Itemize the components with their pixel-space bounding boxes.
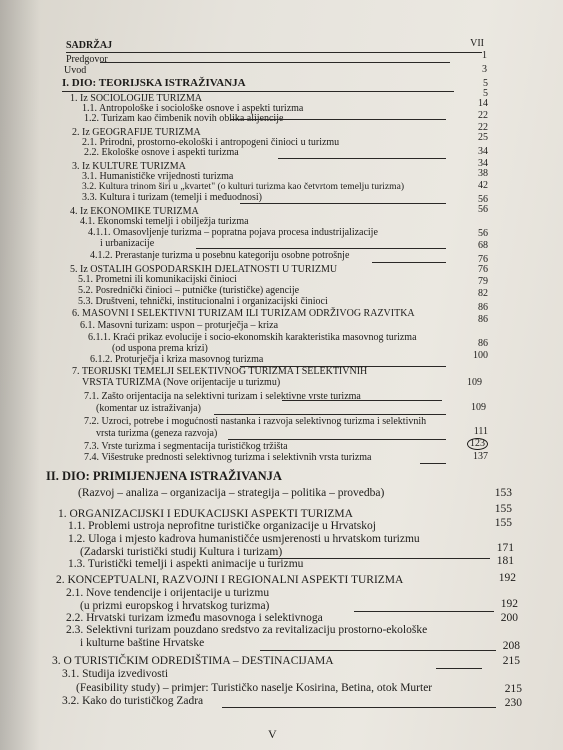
toc-entry-page-circled <box>448 438 488 450</box>
part2-page: 153 <box>494 487 512 499</box>
toc-entry: 1. Iz SOCIOLOGIJE TURIZMA <box>70 93 203 104</box>
leader-rule <box>230 119 446 120</box>
toc-entry: 4.1. Ekonomski temelji i obilježja turizma <box>80 216 249 227</box>
toc-entry: 3. O TURISTIČKIM ODREDIŠTIMA – DESTINACIJAMA <box>52 655 334 667</box>
toc-entry: 3. Iz KULTURE TURIZMA <box>72 161 186 172</box>
toc-entry: (komentar uz istraživanja) <box>96 403 201 414</box>
toc-entry-page: 137 <box>473 451 488 462</box>
toc-entry: VRSTA TURIZMA (Nove orijentacije u turizmu) <box>82 377 281 388</box>
toc-entry-page: 22 <box>478 122 488 133</box>
toc-entry-page: 82 <box>478 288 488 299</box>
toc-entry-page: 208 <box>502 640 520 652</box>
toc-entry-page: 56 <box>478 194 488 205</box>
toc-entry-page: 109 <box>467 377 482 388</box>
toc-entry: 1.2. Turizam kao čimbenik novih oblika alijencije <box>84 113 284 124</box>
toc-entry-page: 56 <box>478 204 488 215</box>
toc-entry-page: 68 <box>478 240 488 251</box>
toc-entry: 2.2. Ekološke osnove i aspekti turizma <box>84 147 239 158</box>
toc-entry-page: 56 <box>478 228 488 239</box>
toc-entry-page: 34 <box>478 158 488 169</box>
toc-predgovor: Predgovor <box>66 54 108 65</box>
contents-title: SADRŽAJ <box>66 40 113 51</box>
toc-entry-page: 86 <box>478 314 488 325</box>
toc-entry: (u prizmi europskog i hrvatskog turizma) <box>80 600 270 612</box>
circled-page-number: 123 <box>467 438 488 450</box>
toc-entry: 2. KONCEPTUALNI, RAZVOJNI I REGIONALNI ASPEKTI TURIZMA <box>56 574 404 586</box>
toc-entry: 7. TEORIJSKI TEMELJI SELEKTIVNOG TURIZMA I SELEKTIVNIH <box>72 366 368 377</box>
toc-entry-page: 22 <box>478 110 488 121</box>
toc-entry: 5.1. Prometni ili komunikacijski činioci <box>78 274 237 285</box>
toc-entry-page: 155 <box>494 517 512 529</box>
toc-entry-page: 111 <box>473 426 488 437</box>
toc-entry-page: 34 <box>478 146 488 157</box>
toc-entry-page: 76 <box>478 254 488 265</box>
toc-entry: 1.3. Turistički temelji i aspekti animacije u turizmu <box>68 558 304 570</box>
toc-entry-page: 42 <box>478 180 488 191</box>
toc-entry-page: 25 <box>478 132 488 143</box>
toc-entry-page: 171 <box>496 542 514 554</box>
toc-entry: 5. Iz OSTALIH GOSPODARSKIH DJELATNOSTI U TURIZMU <box>70 264 338 275</box>
toc-uvod-page: 3 <box>482 64 487 75</box>
toc-entry: 2.1. Nove tendencije i orijentacije u turizmu <box>66 587 270 599</box>
toc-entry: i urbanizacije <box>100 238 155 249</box>
toc-entry: 4. Iz EKONOMIKE TURIZMA <box>70 206 199 217</box>
toc-entry: 4.1.1. Omasovljenje turizma – popratna pojava procesa industrijalizacije <box>88 227 378 238</box>
toc-entry: i kulturne baštine Hrvatske <box>80 637 205 649</box>
toc-entry: 1. ORGANIZACIJSKI I EDUKACIJSKI ASPEKTI TURIZMA <box>58 508 353 520</box>
toc-entry: 7.3. Vrste turizma i segmentacija turističkog tržišta <box>84 441 288 452</box>
toc-entry: 1.1. Antropološke i sociološke osnove i aspekti turizma <box>82 103 304 114</box>
leader-rule <box>222 707 496 708</box>
toc-entry: 1.1. Problemi ustroja neprofitne turističke organizacije u Hrvatskoj <box>68 520 376 532</box>
leader-rule <box>100 62 450 63</box>
leader-rule <box>436 668 482 669</box>
toc-predgovor-page: 1 <box>482 50 487 61</box>
leader-rule <box>196 248 446 249</box>
toc-entry-page: 79 <box>478 276 488 287</box>
toc-entry: vrsta turizma (geneza razvoja) <box>96 428 218 439</box>
toc-entry: 3.2. Kultura trinom širi u „kvartet" (o kulturi turizma kao četvrtom temelju turizma) <box>82 181 405 192</box>
toc-entry-page: 181 <box>496 555 514 567</box>
toc-entry: 2.2. Hrvatski turizam između masovnoga i selektivnoga <box>66 612 323 624</box>
toc-entry-page: 192 <box>500 598 518 610</box>
toc-entry: 5.3. Društveni, tehnički, institucionalni i organizacijski činioci <box>78 296 328 307</box>
toc-entry: 7.1. Zašto orijentacija na selektivni turizam i selektivne vrste turizma <box>84 391 361 402</box>
toc-entry: (od uspona prema krizi) <box>112 343 208 354</box>
toc-entry: 1.2. Uloga i mjesto kadrova humanističće usmjerenosti u hrvatskom turizmu <box>68 533 420 545</box>
toc-entry: 7.2. Uzroci, potrebe i mogućnosti nastanka i razvoja selektivnog turizma i selektivnih <box>84 416 427 427</box>
part2-title: II. DIO: PRIMIJENJENA ISTRAŽIVANJA <box>46 469 282 483</box>
toc-entry: 4.1.2. Prerastanje turizma u posebnu kategoriju osobne potrošnje <box>90 250 350 261</box>
leader-rule <box>354 611 494 612</box>
toc-entry: 3.1. Studija izvedivosti <box>62 668 169 680</box>
toc-entry: 5.2. Posrednički činioci – putničke (turističke) agencije <box>78 285 300 296</box>
toc-entry: 3.2. Kako do turističkog Zadra <box>62 695 204 707</box>
leader-rule <box>214 414 446 415</box>
title-rule <box>66 52 482 53</box>
part1-page: 5 <box>483 78 488 89</box>
leader-rule <box>240 203 446 204</box>
toc-entry: 3.3. Kultura i turizam (temelji i međuodnosi) <box>82 192 262 203</box>
leader-rule <box>240 366 446 367</box>
toc-entry: 2. Iz GEOGRAFIJE TURIZMA <box>72 127 201 138</box>
toc-entry: 6.1. Masovni turizam: uspon – proturječja – kriza <box>80 320 279 331</box>
toc-entry-page: 230 <box>504 697 522 709</box>
toc-entry-page: 215 <box>502 655 520 667</box>
leader-rule <box>372 262 446 263</box>
toc-entry: 2.1. Prirodni, prostorno-ekološki i antropogeni činioci u turizmu <box>82 137 340 148</box>
toc-entry-page: 100 <box>473 350 488 361</box>
toc-entry: 6. MASOVNI I SELEKTIVNI TURIZAM ILI TURIZAM ODRŽIVOG RAZVITKA <box>72 308 415 319</box>
part1-title: I. DIO: TEORIJSKA ISTRAŽIVANJA <box>62 77 246 89</box>
toc-entry-page: 86 <box>478 302 488 313</box>
toc-entry-page: 38 <box>478 168 488 179</box>
leader-rule <box>278 158 446 159</box>
toc-entry-page: 86 <box>478 338 488 349</box>
toc-entry-page: 76 <box>478 264 488 275</box>
toc-entry: 3.1. Humanističke vrijednosti turizma <box>82 171 234 182</box>
toc-entry: (Zadarski turistički studij Kultura i turizam) <box>80 546 283 558</box>
leader-rule <box>282 400 442 401</box>
page-number-footer: V <box>268 727 277 741</box>
toc-entry: 6.1.1. Kraći prikaz evolucije i socio-ekonomskih karakteristika masovnog turizma <box>88 332 417 343</box>
toc-entry-page: 215 <box>504 683 522 695</box>
part2-subtitle: (Razvoj – analiza – organizacija – strategija – politika – provedba) <box>78 487 385 499</box>
toc-uvod: Uvod <box>64 65 87 76</box>
leader-rule <box>228 439 446 440</box>
leader-rule <box>260 650 496 651</box>
toc-entry-page: 192 <box>498 572 516 584</box>
leader-rule <box>420 463 446 464</box>
toc-entry-page: 200 <box>500 612 518 624</box>
page-gutter-shadow <box>0 0 40 750</box>
toc-entry-page: 5 <box>483 88 488 99</box>
toc-entry: 6.1.2. Proturječja i kriza masovnog turizma <box>90 354 264 365</box>
leader-rule <box>268 558 490 559</box>
toc-entry-page: 14 <box>478 98 488 109</box>
toc-entry: (Feasibility study) – primjer: Turističko naselje Kosirina, Betina, otok Murter <box>76 682 433 694</box>
toc-entry: 7.4. Višestruke prednosti selektivnog turizma i selektivnih vrsta turizma <box>84 452 372 463</box>
toc-entry: 2.3. Selektivni turizam pouzdano sredstvo za revitalizaciju prostorno-ekološke <box>66 624 428 636</box>
contents-page: VII <box>470 38 484 49</box>
leader-rule <box>62 91 454 92</box>
toc-entry-page: 155 <box>494 503 512 515</box>
toc-entry-page: 109 <box>471 402 486 413</box>
